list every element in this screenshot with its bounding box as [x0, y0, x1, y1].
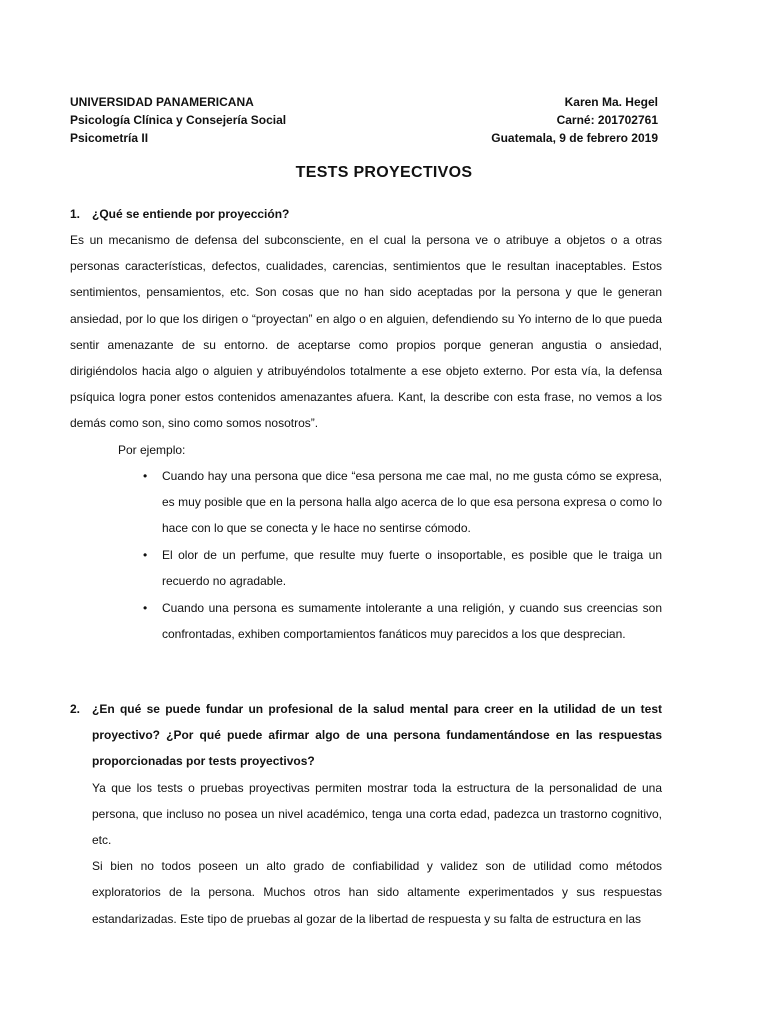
question-1-text: ¿Qué se entiende por proyección?	[92, 207, 290, 221]
example-label: Por ejemplo:	[118, 442, 186, 457]
question-2-section	[70, 696, 662, 932]
document-header	[70, 93, 658, 147]
question-1-section	[70, 201, 662, 647]
question-2-heading	[70, 696, 662, 775]
student-name: Karen Ma. Hegel	[564, 95, 658, 109]
example-list	[70, 463, 662, 648]
header-institution-block	[70, 93, 286, 147]
bullet-icon: •	[143, 468, 148, 483]
list-item	[70, 595, 662, 648]
question-2-number: 2.	[70, 702, 81, 716]
header-student-block	[491, 93, 658, 147]
list-item-text: Cuando una persona es sumamente intolerante a una religión, y cuando sus creencias son confrontadas, exhiben comportamientos fanáticos muy parecidos a los que desprecian.	[162, 600, 662, 642]
bullet-icon: •	[143, 547, 148, 562]
faculty-name: Psicología Clínica y Consejería Social	[70, 113, 287, 127]
question-2-answer-1: Ya que los tests o pruebas proyectivas permiten mostrar toda la estructura de la personalidad de una persona, que incluso no posea un nivel académico, tenga una corta edad, padezca un trastorno cognitivo, etc.	[92, 780, 662, 848]
list-item-text: El olor de un perfume, que resulte muy fuerte o insoportable, es posible que le traiga un recuerdo no agradable.	[162, 547, 662, 589]
list-item	[70, 542, 662, 595]
course-name: Psicometría II	[70, 131, 149, 145]
document-title: TESTS PROYECTIVOS	[295, 164, 473, 181]
bullet-icon: •	[143, 600, 148, 615]
student-id: Carné: 201702761	[556, 113, 658, 127]
list-item-text: Cuando hay una persona que dice “esa persona me cae mal, no me gusta cómo se expresa, es muy posible que en la persona halla algo acerca de lo que esa persona expresa o como lo hace con lo que se conecta y le hace no sentirse cómodo.	[162, 468, 662, 536]
document-date: Guatemala, 9 de febrero 2019	[491, 131, 658, 145]
question-2-text: ¿En qué se puede fundar un profesional de la salud mental para creer en la utilidad de un test proyectivo? ¿Por qué puede afirmar algo de una persona fundamentándose en las respuestas proporcionadas por tests proyectivos?	[92, 702, 662, 769]
question-1-answer: Es un mecanismo de defensa del subconsciente, en el cual la persona ve o atribuye a objetos o a otras personas características, defectos, cualidades, carencias, sentimientos que le resultan inaceptables. Estos sentimientos, pensamientos, etc. Son cosas que no han sido aceptadas por la persona y que le generan ansiedad, por lo que los dirigen o “proyectan” en algo o en alguien, defendiendo su Yo interno de lo que pueda sentir amenazante de su entorno. de aceptarse como propios porque generan angustia o ansiedad, dirigiéndolos hacia algo o alguien y atribuyéndolos totalmente a ese objeto externo. Por esta vía, la defensa psíquica logra poner estos contenidos amenazantes afuera. Kant, la describe con esta frase, no vemos a los demás como son, sino como somos nosotros”.	[70, 233, 662, 431]
question-1-heading	[70, 201, 662, 227]
question-2-answer-2: Si bien no todos poseen un alto grado de confiabilidad y validez son de utilidad como métodos exploratorios de la persona. Muchos otros han sido altamente experimentados y sus respuestas estandarizadas. Este tipo de pruebas al gozar de la libertad de respuesta y su falta de estructura en las	[92, 859, 662, 926]
university-name: UNIVERSIDAD PANAMERICANA	[70, 95, 254, 109]
question-1-number: 1.	[70, 207, 81, 221]
list-item	[70, 463, 662, 542]
